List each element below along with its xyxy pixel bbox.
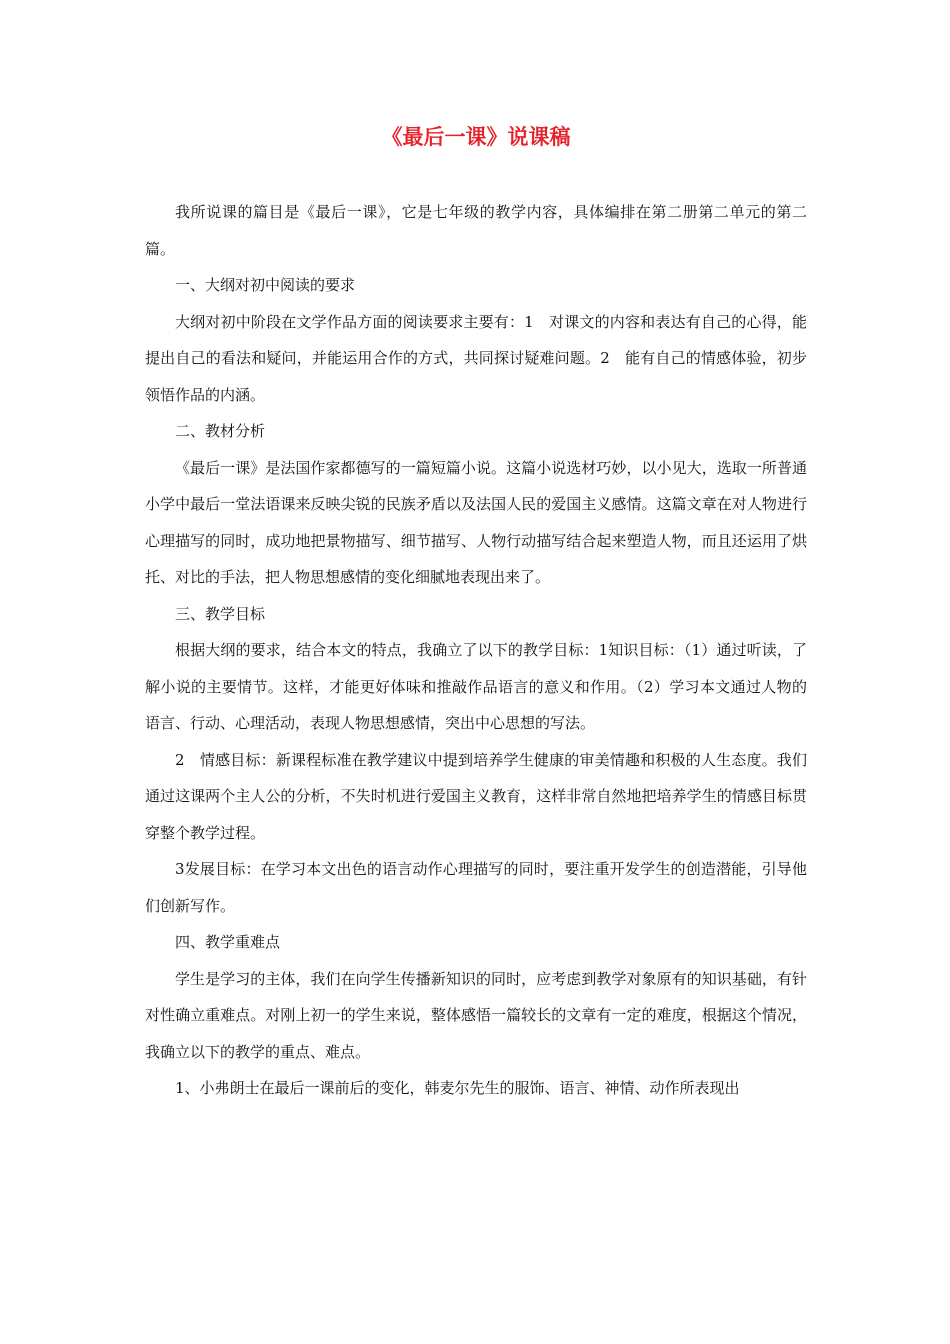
section-heading-2: 二、教材分析: [175, 422, 266, 440]
paragraph-emotion-goal: 2 情感目标：新课程标准在教学建议中提到培养学生健康的审美情趣和积极的人生态度。我们通过这课两个主人公的分析，不失时机进行爱国主义教育，这样非常自然地把培养学生的情感目标贯穿整个教学过程。: [145, 750, 807, 842]
paragraph-knowledge-goal: 根据大纲的要求，结合本文的特点，我确立了以下的教学目标：1知识目标：（1）通过听读，了解小说的主要情节。这样，才能更好体味和推敲作品语言的意义和作用。（2）学习本文通过人物的语言、行动、心理活动，表现人物思想感情，突出中心思想的写法。: [145, 641, 807, 732]
paragraph-key-point-1: 1、小弗朗士在最后一课前后的变化，韩麦尔先生的服饰、语言、神情、动作所表现出: [175, 1079, 740, 1097]
paragraph-reading-requirements: 大纲对初中阶段在文学作品方面的阅读要求主要有：1 对课文的内容和表达有自己的心得，能提出自己的看法和疑问，并能运用合作的方式，共同探讨疑难问题。2 能有自己的情感体验，初步领悟作品的内涵。: [145, 312, 807, 404]
section-heading-1: 一、大纲对初中阅读的要求: [175, 276, 356, 294]
section-heading-4: 四、教学重难点: [175, 933, 281, 951]
paragraph-development-goal: 3发展目标：在学习本文出色的语言动作心理描写的同时，要注重开发学生的创造潜能，引导他们创新写作。: [145, 860, 807, 915]
document-page: [145, 122, 807, 1107]
section-heading-3: 三、教学目标: [175, 604, 266, 623]
paragraph-textbook-analysis: 《最后一课》是法国作家都德写的一篇短篇小说。这篇小说选材巧妙，以小见大，选取一所普通小学中最后一堂法语课来反映尖锐的民族矛盾以及法国人民的爱国主义感情。这篇文章在对人物进行心理描写的同时，成功地把景物描写、细节描写、人物行动描写结合起来塑造人物，而且还运用了烘托、对比的手法，把人物思想感情的变化细腻地表现出来了。: [145, 458, 807, 586]
paragraph-key-points: 学生是学习的主体，我们在向学生传播新知识的同时，应考虑到教学对象原有的知识基础，有针对性确立重难点。对刚上初一的学生来说，整体感悟一篇较长的文章有一定的难度，根据这个情况，我确立以下的教学的重点、难点。: [145, 969, 807, 1061]
intro-paragraph: 我所说课的篇目是《最后一课》，它是七年级的教学内容，具体编排在第二册第二单元的第二篇。: [145, 203, 807, 258]
document-title: 《最后一课》说课稿: [381, 124, 571, 149]
